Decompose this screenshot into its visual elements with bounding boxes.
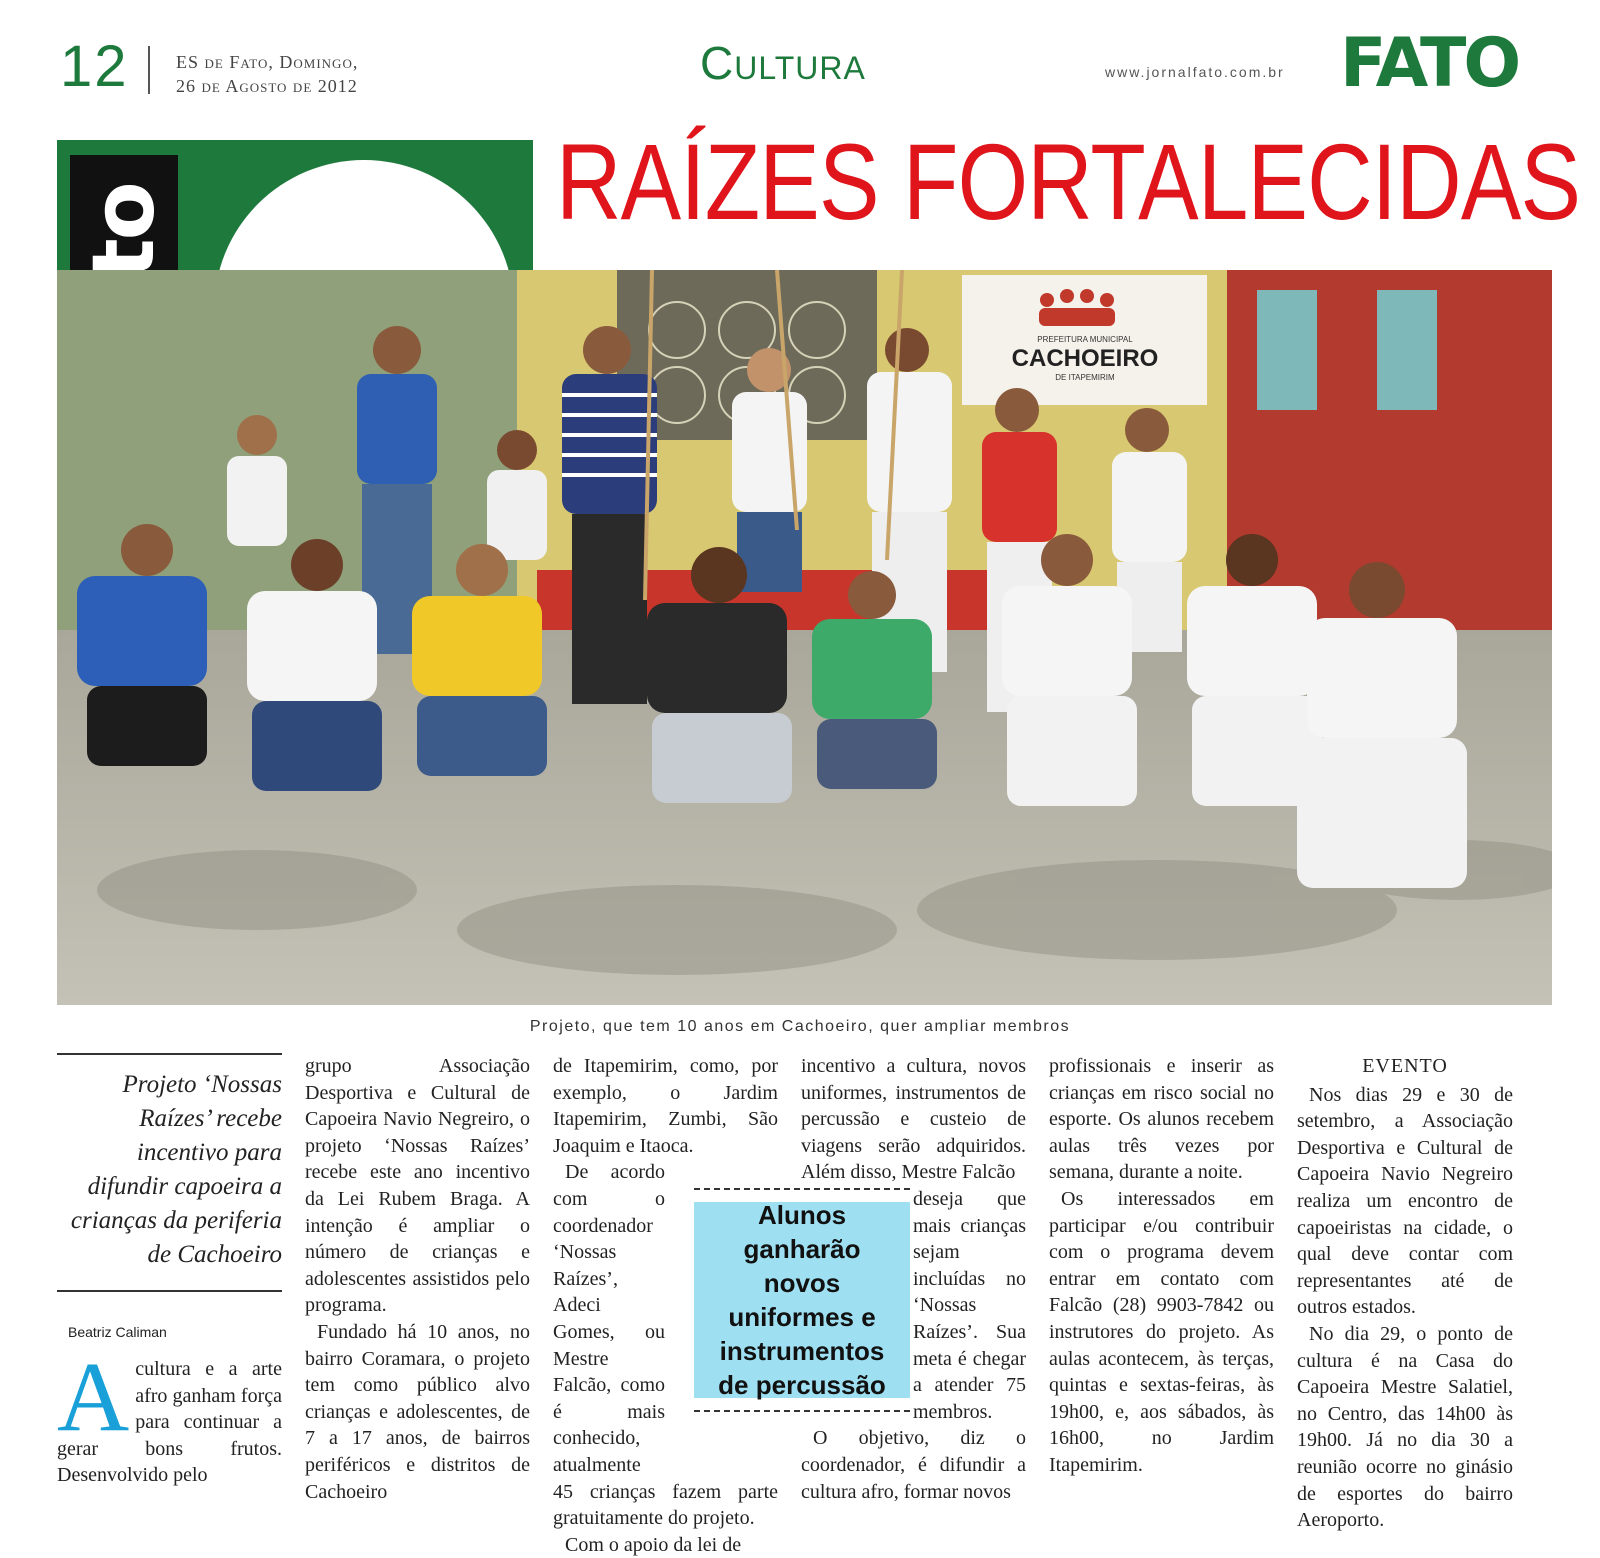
photo-scene bbox=[57, 270, 1552, 1005]
evento-title: EVENTO bbox=[1362, 1055, 1448, 1077]
article-opening bbox=[57, 1341, 282, 1489]
masthead-divider bbox=[148, 46, 150, 94]
pull-quote: Alunos ganharão novos uniformes e instrumentos de percussão bbox=[718, 1200, 886, 1400]
article-paragraph: Fundado há 10 anos, no bairro Coramara, o projeto tem como público alvo crianças e adolescentes, de 7 a 17 anos, de bairros periféricos e distritos de Cachoeiro bbox=[305, 1320, 530, 1503]
pull-quote-box bbox=[694, 1202, 910, 1398]
article-paragraph: grupo Associação Desportiva e Cultural de Capoeira Navio Negreiro, o projeto ‘Nossas Raízes’ recebe este ano incentivo da Lei Rubem Braga. A intenção é ampliar o número de crianças e adolescentes assistidos pelo programa. bbox=[305, 1055, 530, 1317]
article-text: De acordo com o coordenador ‘Nossas Raízes’, Adeci Gomes, ou Mestre Falcão, como é mais conhecido, atualmente bbox=[553, 1161, 665, 1476]
sign-line-2: CACHOEIRO bbox=[1011, 345, 1159, 372]
edition-line-2: 26 de Agosto de 2012 bbox=[176, 76, 358, 96]
article-text: incentivo a cultura, novos uniformes, instrumentos de percussão e custeio de viagens serão adquiridos. Além disso, Mestre Falcão bbox=[801, 1055, 1026, 1184]
deck-rule-bottom bbox=[57, 1290, 282, 1292]
headline: RAÍZES FORTALECIDAS bbox=[556, 121, 1581, 242]
article-text: deseja que mais crianças sejam incluídas no ‘Nossas Raízes’. Sua meta é chegar a atender 75 membros. bbox=[913, 1187, 1026, 1423]
article-paragraph: O objetivo, diz o coordenador, é difundir a cultura afro, formar novos bbox=[801, 1427, 1026, 1503]
article-paragraph: profissionais e inserir as crianças em risco social no esporte. Os alunos recebem aulas três vezes por semana, durante a noite. bbox=[1049, 1055, 1274, 1184]
section-title: Cultura bbox=[700, 37, 866, 89]
edition-line-1: ES de Fato, Domingo, bbox=[176, 52, 359, 72]
drop-cap: A bbox=[57, 1341, 130, 1452]
photo-caption: Projeto, que tem 10 anos em Cachoeiro, quer ampliar membros bbox=[529, 1018, 1071, 1035]
website-url: www.jornalfato.com.br bbox=[1105, 64, 1285, 80]
article-column-1 bbox=[57, 1341, 282, 1489]
pull-quote-rule-bottom bbox=[694, 1410, 910, 1412]
article-text: 45 crianças fazem parte gratuitamente do projeto. bbox=[553, 1480, 778, 1530]
evento-paragraph: No dia 29, o ponto de cultura é na Casa do Capoeira Mestre Salatiel, no Centro, das 14h00 às 19h00. Já no dia 30 a reunião ocorre no ginásio de esportes do bairro Aeroporto. bbox=[1297, 1322, 1513, 1532]
article-photo bbox=[57, 270, 1552, 1005]
article-column-2 bbox=[305, 1053, 530, 1505]
article-deck: Projeto ‘Nossas Raízes’ recebe incentivo para difundir capoeira a crianças da periferia de Cachoeiro bbox=[70, 1071, 282, 1268]
sign-line-3: DE ITAPEMIRIM bbox=[1055, 373, 1115, 382]
article-paragraph: Os interessados em participar e/ou contribuir com o programa devem entrar em contato com Falcão (28) 9903-7842 ou instrutores do projeto. As aulas acontecem, às terças, quintas e sextas-feiras, às 19h00, e, aos sábados, às 16h00, no Jardim Itapemirim. bbox=[1049, 1187, 1274, 1476]
article-paragraph: Com o apoio da lei de bbox=[565, 1533, 742, 1556]
byline: Beatriz Caliman bbox=[68, 1324, 167, 1340]
article-text: cultura e a arte afro ganham força para continuar a gerar bons frutos. Desenvolvido pelo bbox=[57, 1358, 282, 1487]
newspaper-logo: FATO bbox=[1340, 24, 1519, 103]
edition-date bbox=[176, 50, 358, 98]
pull-quote-rule-top bbox=[694, 1188, 910, 1190]
page-number: 12 bbox=[60, 34, 129, 99]
deck-rule-top bbox=[57, 1053, 282, 1055]
article-paragraph: de Itapemirim, como, por exemplo, o Jardim Itapemirim, Zumbi, São Joaquim e Itaoca. bbox=[553, 1055, 778, 1157]
evento-paragraph: Nos dias 29 e 30 de setembro, a Associação Desportiva e Cultural de Capoeira Navio Negreiro realiza um encontro de capoeiristas na cidade, o qual deve contar com representantes até de outros estados. bbox=[1297, 1083, 1513, 1319]
sign-line-1: PREFEITURA MUNICIPAL bbox=[1037, 335, 1133, 344]
evento-sidebar bbox=[1297, 1053, 1513, 1534]
article-column-5 bbox=[1049, 1053, 1274, 1479]
